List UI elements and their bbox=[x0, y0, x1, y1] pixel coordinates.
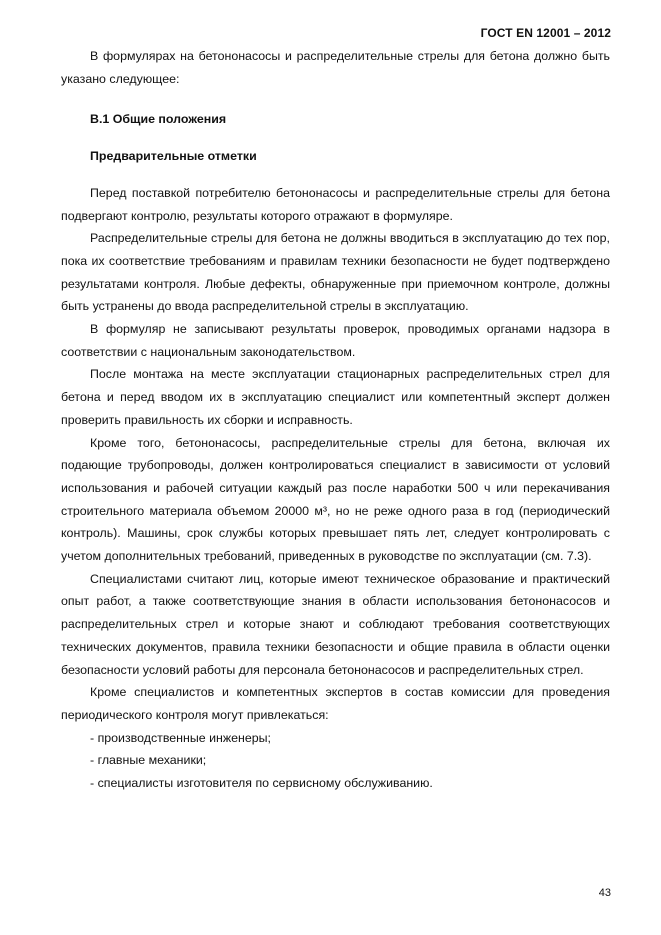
paragraph: Кроме специалистов и компетентных экспертов в состав комиссии для проведения периодического контроля могут привлекаться: bbox=[61, 685, 610, 722]
page-body bbox=[61, 45, 610, 795]
paragraph: Распределительные стрелы для бетона не должны вводиться в эксплуатацию до тех пор, пока их соответствие требованиям и правилам техники безопасности не будет подтверждено результатами контроля. Любые дефекты, обнаруженные при приемочном контроле, должны быть устранены до ввода распределительной стрелы в эксплуатацию. bbox=[61, 231, 610, 314]
paragraph: После монтажа на месте эксплуатации стационарных распределительных стрел для бетона и перед вводом их в эксплуатацию специалист или компетентный эксперт должен проверить правильность их сборки и исправность. bbox=[61, 367, 610, 427]
list-item: - производственные инженеры; bbox=[90, 730, 272, 745]
list-item: - главные механики; bbox=[90, 753, 207, 768]
paragraph: Перед поставкой потребителю бетононасосы и распределительные стрелы для бетона подвергают контролю, результаты которого отражают в формуляре. bbox=[61, 185, 610, 223]
page-number: 43 bbox=[598, 887, 611, 899]
section-title: В.1 Общие положения bbox=[90, 112, 227, 127]
subsection-title: Предварительные отметки bbox=[90, 149, 257, 164]
list-item: - специалисты изготовителя по сервисному обслуживанию. bbox=[90, 776, 433, 791]
intro-paragraph: В формулярах на бетононасосы и распределительные стрелы для бетона должно быть указано следующее: bbox=[61, 49, 610, 86]
document-code-header: ГОСТ EN 12001 – 2012 bbox=[480, 26, 611, 40]
paragraph: В формуляр не записывают результаты проверок, проводимых органами надзора в соответствии с национальным законодательством. bbox=[61, 322, 610, 359]
paragraph: Специалистами считают лиц, которые имеют техническое образование и практический опыт работ, а также соответствующие знания в области использования бетононасосов и распределительных стрел и которые знают и соблюдают требования соответствующих технических документов, правила техники безопасности и общие правила в области оценки безопасности условий работы для персонала бетононасосов и распределительных стрел. bbox=[61, 571, 610, 677]
paragraph: Кроме того, бетононасосы, распределительные стрелы для бетона, включая их подающие трубопроводы, должен контролироваться специалист в зависимости от условий использования и рабочей ситуации каждый раз после наработки 500 ч или перекачивания строительного материала объемом 20000 м³, но не реже одного раза в год (периодический контроль). Машины, срок службы которых превышает пять лет, следует контролировать с учетом дополнительных требований, приведенных в руководстве по эксплуатации (см. 7.3). bbox=[61, 435, 610, 564]
